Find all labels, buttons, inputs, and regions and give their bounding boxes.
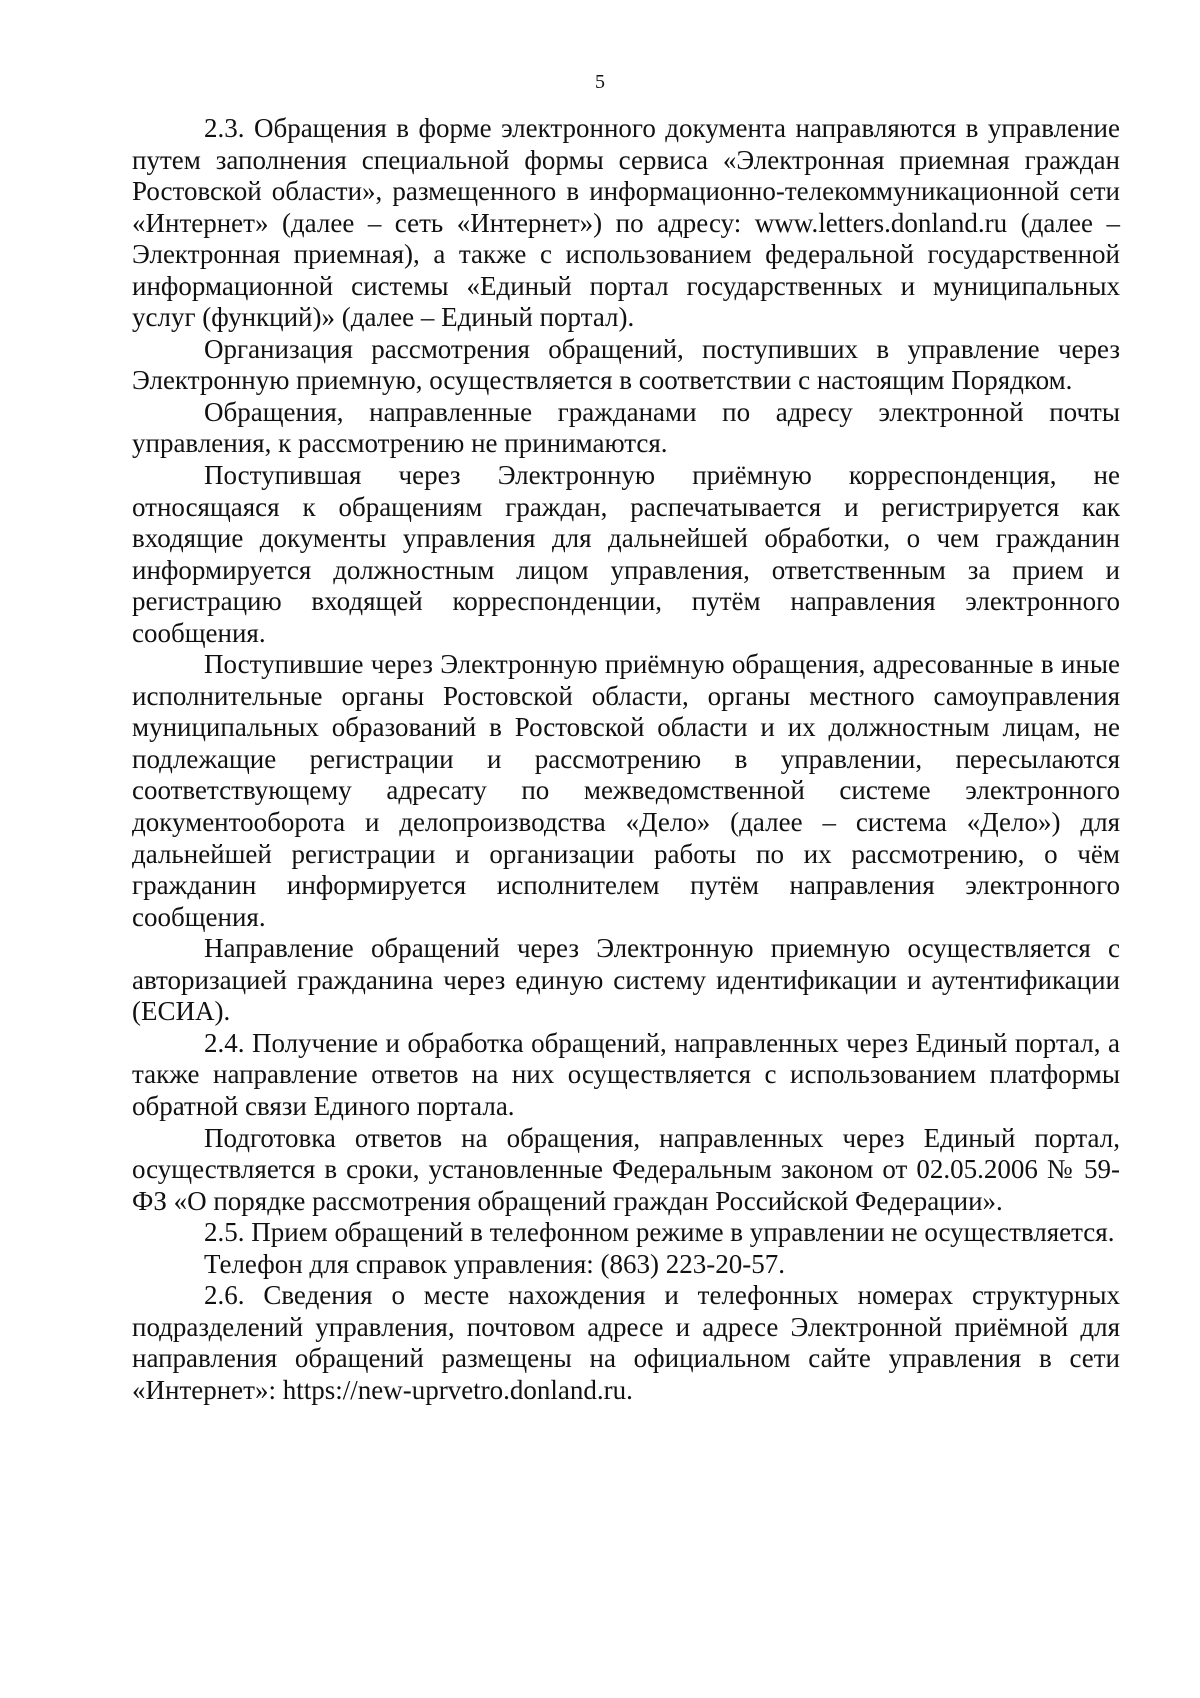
paragraph-2-5: 2.5. Прием обращений в телефонном режиме в управлении не осуществляется. <box>204 1217 1115 1248</box>
paragraph-2-6: 2.6. Сведения о месте нахождения и телефонных номерах структурных подразделений управления, почтовом адресе и адресе Электронной приёмной для направления обращений размещены на официальном сайте управления в сети «Интернет»: https://new-uprvetro.donland.ru. <box>132 1280 1120 1405</box>
paragraph-correspondence-registration: Поступившая через Электронную приёмную корреспонденция, не относящаяся к обращениям граждан, распечатывается и регистрируется как входящие документы управления для дальнейшей обработки, о чем гражданин информируется должностным лицом управления, ответственным за прием и регистрацию входящей корреспонденции, путём направления электронного сообщения. <box>132 460 1120 648</box>
paragraph-esia-authorization: Направление обращений через Электронную приемную осуществляется с авторизацией гражданина через единую систему идентификации и аутентификации (ЕСИА). <box>132 933 1120 1027</box>
paragraph-response-deadlines: Подготовка ответов на обращения, направленных через Единый портал, осуществляется в сроки, установленные Федеральным законом от 02.05.2006 № 59-ФЗ «О порядке рассмотрения обращений граждан Российской Федерации». <box>132 1122 1120 1216</box>
paragraph-forwarding-appeals: Поступившие через Электронную приёмную обращения, адресованные в иные исполнительные органы Ростовской области, органы местного самоуправления муниципальных образований в Ростовской области и их должностным лицам, не подлежащие регистрации и рассмотрению в управлении, пересылаются соответствующему адресату по межведомственной системе электронного документооборота и делопроизводства «Дело» (далее – система «Дело») для дальнейшей регистрации и организации работы по их рассмотрению, о чём гражданин информируется исполнителем путём направления электронного сообщения. <box>132 649 1120 932</box>
paragraph-reference-phone: Телефон для справок управления: (863) 223-20-57. <box>204 1248 785 1279</box>
paragraph-email-not-accepted: Обращения, направленные гражданами по адресу электронной почты управления, к рассмотрению не принимаются. <box>132 396 1120 459</box>
paragraph-electronic-reception-procedure: Организация рассмотрения обращений, поступивших в управление через Электронную приемную, осуществляется в соответствии с настоящим Порядком. <box>132 333 1120 396</box>
page-number: 5 <box>595 71 605 93</box>
paragraph-2-4: 2.4. Получение и обработка обращений, направленных через Единый портал, а также направление ответов на них осуществляется с использованием платформы обратной связи Единого портала. <box>132 1027 1120 1121</box>
document-body <box>132 113 1120 1406</box>
paragraph-2-3: 2.3. Обращения в форме электронного документа направляются в управление путем заполнения специальной формы сервиса «Электронная приемная граждан Ростовской области», размещенного в информационно-телекоммуникационной сети «Интернет» (далее – сеть «Интернет») по адресу: www.letters.donland.ru (далее – Электронная приемная), а также с использованием федеральной государственной информационной системы «Единый портал государственных и муниципальных услуг (функций)» (далее – Единый портал). <box>132 113 1120 333</box>
